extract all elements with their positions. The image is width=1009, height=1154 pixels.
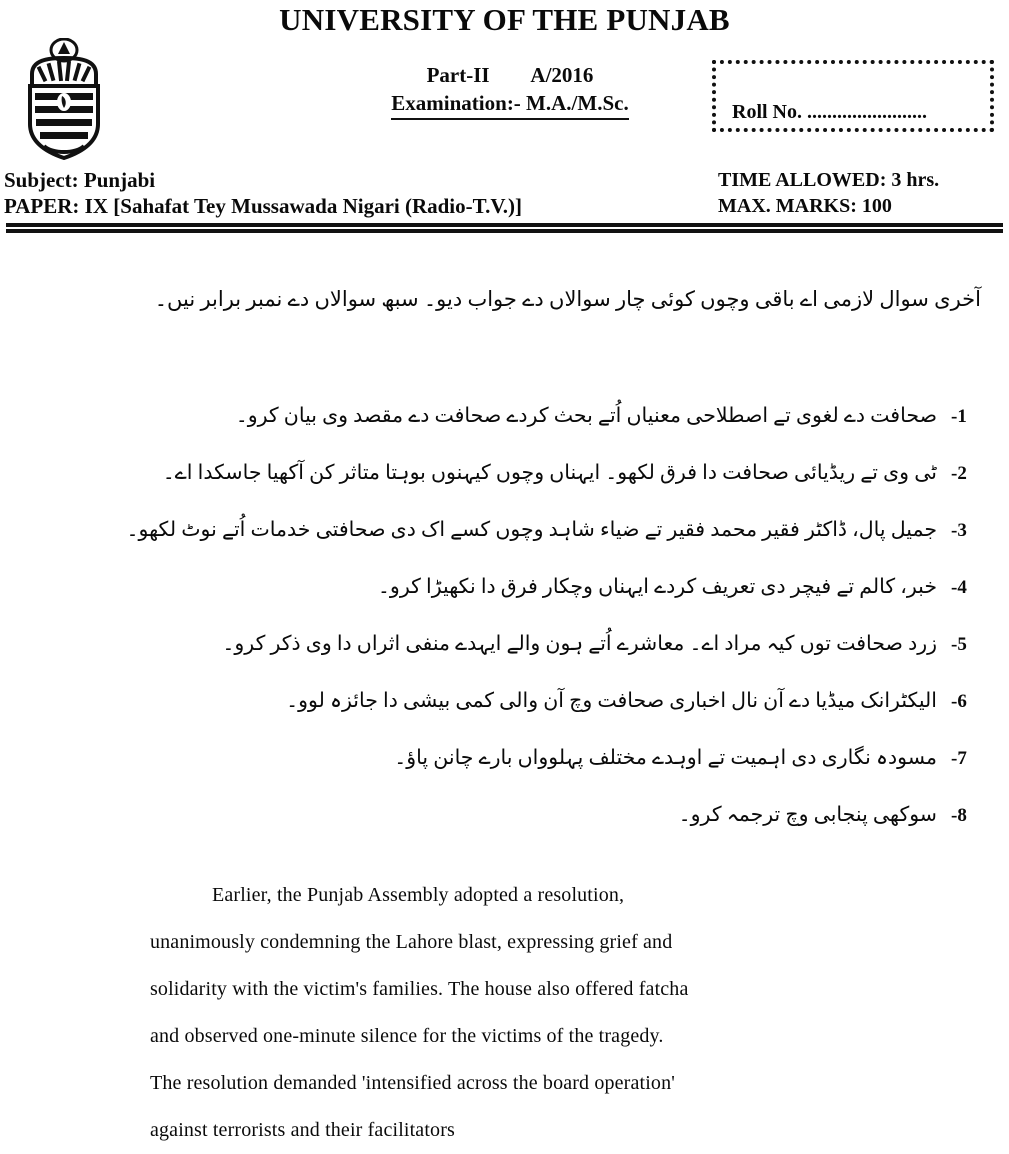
instruction-text: آخری سوال لازمی اے باقی وچوں کوئی چار سوالاں دے جواب دیو۔ سبھ سوالاں دے نمبر برابر نیں۔: [154, 287, 981, 311]
university-crest-icon: [18, 38, 110, 160]
question-text: خبر، کالم تے فیچر دی تعریف کردے ایہناں وچکار فرق دا نکھیڑا کرو۔: [377, 576, 937, 598]
question-number: -2: [951, 463, 967, 484]
question-text: صحافت دے لغوی تے اصطلاحی معنیاں اُتے بحث کردے صحافت دے مقصد وی بیان کرو۔: [235, 405, 937, 427]
question-text: زرد صحافت توں کیہ مراد اے۔ معاشرے اُتے ہون والے ایہدے منفی اثراں دا وی ذکر کرو۔: [222, 633, 937, 655]
question-row: [0, 514, 1009, 571]
page-title: UNIVERSITY OF THE PUNJAB: [279, 2, 730, 37]
passage-line: and observed one-minute silence for the victims of the tragedy.: [150, 1025, 664, 1047]
max-marks-line: MAX. MARKS: 100: [718, 195, 892, 217]
question-row: [0, 571, 1009, 628]
exam-center-block: [300, 62, 720, 120]
paper-line: PAPER: IX [Sahafat Tey Mussawada Nigari (Radio-T.V.)]: [4, 194, 523, 218]
translation-passage: [150, 872, 890, 1154]
divider-bar-bottom: [6, 229, 1003, 233]
part-session-line: Part-II A/2016: [426, 63, 594, 87]
question-list: [0, 400, 1009, 856]
subject-line: Subject: Punjabi: [4, 168, 156, 192]
roll-no-box[interactable]: [712, 60, 994, 132]
roll-no-label: Roll No. ........................: [732, 101, 927, 123]
question-row: [0, 457, 1009, 514]
question-row: [0, 799, 1009, 856]
passage-line: Earlier, the Punjab Assembly adopted a resolution,: [212, 884, 625, 906]
question-number: -3: [951, 520, 967, 541]
passage-line: unanimously condemning the Lahore blast, expressing grief and: [150, 931, 673, 953]
passage-line: against terrorists and their facilitators: [150, 1119, 455, 1141]
divider-bar-top: [6, 223, 1003, 227]
question-number: -8: [951, 805, 967, 826]
question-text: جمیل پال، ڈاکٹر فقیر محمد فقیر تے ضیاء شاہد وچوں کسے اک دی صحافتی خدمات اُتے نوٹ لکھو۔: [126, 519, 937, 541]
question-number: -6: [951, 691, 967, 712]
question-row: [0, 685, 1009, 742]
question-row: [0, 628, 1009, 685]
examination-line: Examination:- M.A./M.Sc.: [391, 90, 628, 120]
question-number: -1: [951, 406, 967, 427]
question-row: [0, 400, 1009, 457]
question-text: سوکھی پنجابی وچ ترجمہ کرو۔: [678, 804, 937, 826]
question-row: [0, 742, 1009, 799]
passage-line: The resolution demanded 'intensified across the board operation': [150, 1072, 675, 1094]
question-number: -7: [951, 748, 967, 769]
question-number: -5: [951, 634, 967, 655]
question-text: الیکٹرانک میڈیا دے آن نال اخباری صحافت وچ آن والی کمی بیشی دا جائزہ لوو۔: [286, 690, 937, 712]
question-text: ٹی وی تے ریڈیائی صحافت دا فرق لکھو۔ ایہناں وچوں کیہنوں بوہتا متاثر کن آکھیا جاسکدا اے۔: [162, 462, 937, 484]
question-number: -4: [951, 577, 967, 598]
time-allowed-line: TIME ALLOWED: 3 hrs.: [718, 169, 940, 191]
question-text: مسودہ نگاری دی اہمیت تے اوہدے مختلف پہلوواں بارے چانن پاؤ۔: [394, 747, 937, 769]
passage-line: solidarity with the victim's families. The house also offered fatcha: [150, 978, 689, 1000]
header-divider: [6, 223, 1003, 233]
